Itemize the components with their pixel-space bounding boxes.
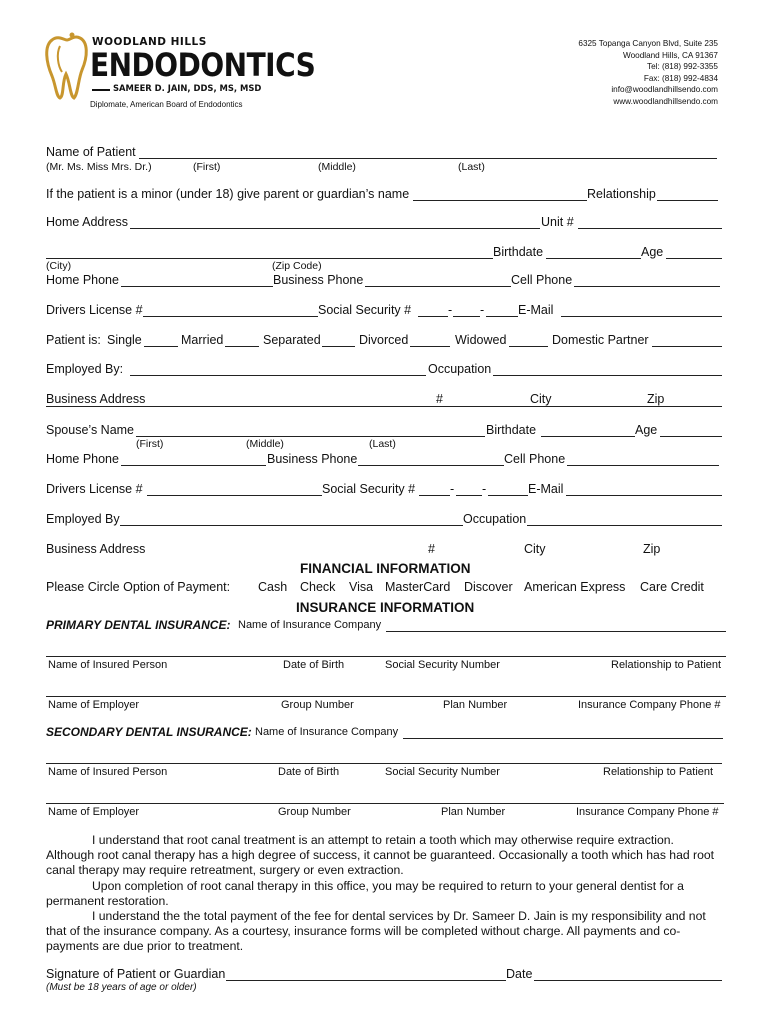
- secondary-insured-row-field[interactable]: [46, 763, 722, 764]
- primary-insured-label: Name of Insured Person: [48, 659, 168, 671]
- spouse-age-field[interactable]: [660, 436, 722, 437]
- primary-relationship-label: Relationship to Patient: [611, 659, 722, 671]
- spouse-business-address-label: Business Address: [46, 542, 146, 556]
- primary-plan-label: Plan Number: [443, 699, 508, 711]
- payment-prompt: Please Circle Option of Payment:: [46, 580, 231, 594]
- date-label: Date: [506, 967, 533, 981]
- spouse-name-field[interactable]: [136, 436, 485, 437]
- brand-top: WOODLAND HILLS: [92, 36, 207, 48]
- practice-address: [578, 38, 718, 108]
- status-widowed-field[interactable]: [509, 346, 548, 347]
- payment-cash[interactable]: Cash: [258, 580, 288, 594]
- status-married-field[interactable]: [225, 346, 259, 347]
- status-single[interactable]: Single: [107, 333, 142, 347]
- spouse-zip-label: Zip: [643, 542, 661, 556]
- unit-field[interactable]: [578, 228, 722, 229]
- ssn-part2[interactable]: [453, 316, 480, 317]
- secondary-employer-row-field[interactable]: [46, 803, 724, 804]
- ssn-part3[interactable]: [486, 316, 518, 317]
- email-line: info@woodlandhillsendo.com: [611, 85, 718, 95]
- address-line: 6325 Topanga Canyon Blvd, Suite 235: [578, 39, 718, 48]
- primary-group-label: Group Number: [281, 699, 354, 711]
- cell-phone-label: Cell Phone: [511, 273, 573, 287]
- doctor-rule: [92, 89, 110, 91]
- spouse-cell-phone-label: Cell Phone: [504, 452, 566, 466]
- employed-field[interactable]: [130, 375, 426, 376]
- signature-label: Signature of Patient or Guardian: [46, 967, 226, 981]
- primary-company-field[interactable]: [386, 631, 726, 632]
- spouse-employed-label: Employed By: [46, 512, 120, 526]
- spouse-age-label: Age: [635, 423, 658, 437]
- tooth-logo-icon: [42, 32, 92, 102]
- status-divorced-field[interactable]: [410, 346, 450, 347]
- spouse-ssn-part1[interactable]: [419, 495, 450, 496]
- suite-label: #: [436, 392, 443, 406]
- occupation-field[interactable]: [493, 375, 722, 376]
- birthdate-field[interactable]: [546, 258, 641, 259]
- secondary-ssn-label: Social Security Number: [385, 766, 500, 778]
- last-hint: (Last): [458, 161, 485, 173]
- spouse-city-label: City: [524, 542, 546, 556]
- spouse-license-label: Drivers License #: [46, 482, 143, 496]
- age-field[interactable]: [666, 258, 722, 259]
- primary-insurance-label: PRIMARY DENTAL INSURANCE:: [46, 618, 231, 632]
- phone-line: Tel: (818) 992-3355: [646, 62, 718, 72]
- employed-label: Employed By:: [46, 362, 124, 376]
- financial-heading: FINANCIAL INFORMATION: [300, 561, 471, 576]
- spouse-name-label: Spouse’s Name: [46, 423, 135, 437]
- status-separated[interactable]: Separated: [263, 333, 321, 347]
- primary-phone-label: Insurance Company Phone #: [578, 699, 721, 711]
- spouse-email-field[interactable]: [566, 495, 722, 496]
- secondary-group-label: Group Number: [278, 806, 351, 818]
- age-label: Age: [641, 245, 664, 259]
- patient-name-label: Name of Patient: [46, 145, 136, 159]
- middle-hint: (Middle): [318, 161, 356, 173]
- spouse-occupation-label: Occupation: [463, 512, 527, 526]
- payment-amex[interactable]: American Express: [524, 580, 626, 594]
- business-address-label: Business Address: [46, 392, 146, 406]
- marital-label: Patient is:: [46, 333, 101, 347]
- relationship-label: Relationship: [587, 187, 656, 201]
- practice-logo: [40, 30, 316, 110]
- guardian-field[interactable]: [413, 200, 587, 201]
- website-line: www.woodlandhillsendo.com: [613, 96, 718, 106]
- unit-label: Unit #: [541, 215, 574, 229]
- birthdate-label: Birthdate: [493, 245, 544, 259]
- business-phone-field[interactable]: [365, 286, 511, 287]
- patient-name-field[interactable]: [139, 158, 717, 159]
- secondary-insured-label: Name of Insured Person: [48, 766, 168, 778]
- secondary-company-label: Name of Insurance Company: [255, 726, 399, 738]
- primary-insured-row-field[interactable]: [46, 656, 726, 657]
- spouse-business-phone-label: Business Phone: [267, 452, 358, 466]
- consent-paragraph-2: Upon completion of root canal therapy in this office, you may be required to return to your general dentist for a permanent restoration.: [46, 878, 684, 908]
- home-phone-field[interactable]: [121, 286, 273, 287]
- spouse-business-phone-field[interactable]: [358, 465, 504, 466]
- secondary-plan-label: Plan Number: [441, 806, 506, 818]
- spouse-license-field[interactable]: [147, 495, 322, 496]
- spouse-last-hint: (Last): [369, 438, 396, 450]
- status-single-field[interactable]: [144, 346, 178, 347]
- signature-field[interactable]: [226, 980, 506, 981]
- relationship-field[interactable]: [657, 200, 718, 201]
- zip-label: Zip: [647, 392, 665, 406]
- spouse-home-phone-label: Home Phone: [46, 452, 119, 466]
- spouse-employed-field[interactable]: [120, 525, 463, 526]
- ssn-label: Social Security #: [318, 303, 412, 317]
- payment-mastercard[interactable]: MasterCard: [385, 580, 451, 594]
- spouse-middle-hint: (Middle): [246, 438, 284, 450]
- business-address-field[interactable]: [46, 406, 722, 407]
- occupation-label: Occupation: [428, 362, 492, 376]
- license-label: Drivers License #: [46, 303, 143, 317]
- primary-company-label: Name of Insurance Company: [238, 619, 382, 631]
- spouse-cell-phone-field[interactable]: [567, 465, 719, 466]
- payment-discover[interactable]: Discover: [464, 580, 513, 594]
- spouse-birthdate-field[interactable]: [541, 436, 635, 437]
- doctor-name: SAMEER D. JAIN, DDS, MS, MSD: [113, 83, 262, 93]
- consent-paragraph-1: I understand that root canal treatment is an attempt to retain a tooth which may otherwise require extraction. Although root canal therapy has a high degree of success, it cannot be guaranteed. Occasionally a tooth which has had root canal therapy may require retreatment, surgery or even extraction.: [46, 833, 715, 878]
- primary-ssn-label: Social Security Number: [385, 659, 500, 671]
- address-line: Woodland Hills, CA 91367: [623, 50, 718, 60]
- spouse-email-label: E-Mail: [528, 482, 564, 496]
- insurance-heading: INSURANCE INFORMATION: [296, 600, 475, 615]
- home-address-label: Home Address: [46, 215, 128, 229]
- cell-phone-field[interactable]: [574, 286, 720, 287]
- first-hint: (First): [193, 161, 221, 173]
- spouse-ssn-part2[interactable]: [456, 495, 482, 496]
- zip-hint: (Zip Code): [272, 260, 322, 272]
- spouse-first-hint: (First): [136, 438, 164, 450]
- status-domestic-partner[interactable]: Domestic Partner: [552, 333, 649, 347]
- diplomate-line: Diplomate, American Board of Endodontics: [90, 100, 243, 109]
- age-requirement-note: (Must be 18 years of age or older): [46, 982, 197, 993]
- consent-paragraph-3: I understand the the total payment of the fee for dental services by Dr. Sameer D. Jain is my responsibility and not that of the insurance company. As a courtesy, insurance forms will be completed without charge. All payments and co-payments are due prior to treatment.: [46, 909, 706, 954]
- status-divorced[interactable]: Divorced: [359, 333, 409, 347]
- secondary-insurance-label: SECONDARY DENTAL INSURANCE:: [46, 725, 252, 739]
- status-married[interactable]: Married: [181, 333, 224, 347]
- email-field[interactable]: [561, 316, 722, 317]
- primary-employer-row-field[interactable]: [46, 696, 726, 697]
- secondary-relationship-label: Relationship to Patient: [603, 766, 714, 778]
- title-hint: (Mr. Ms. Miss Mrs. Dr.): [46, 161, 152, 173]
- payment-care-credit[interactable]: Care Credit: [640, 580, 704, 594]
- secondary-company-field[interactable]: [403, 738, 723, 739]
- brand-main: ENDODONTICS: [90, 46, 316, 84]
- guardian-label: If the patient is a minor (under 18) give parent or guardian’s name: [46, 187, 410, 201]
- home-phone-label: Home Phone: [46, 273, 119, 287]
- primary-dob-label: Date of Birth: [283, 659, 345, 671]
- fax-line: Fax: (818) 992-4834: [643, 73, 718, 83]
- license-field[interactable]: [143, 316, 318, 317]
- business-phone-label: Business Phone: [273, 273, 364, 287]
- spouse-ssn-label: Social Security #: [322, 482, 416, 496]
- spouse-ssn-part3[interactable]: [488, 495, 528, 496]
- secondary-phone-label: Insurance Company Phone #: [576, 806, 719, 818]
- secondary-employer-label: Name of Employer: [48, 806, 140, 818]
- city-label: City: [530, 392, 552, 406]
- spouse-home-phone-field[interactable]: [121, 465, 266, 466]
- ssn-part1[interactable]: [418, 316, 448, 317]
- email-label: E-Mail: [518, 303, 554, 317]
- home-address-field[interactable]: [130, 228, 540, 229]
- date-field[interactable]: [534, 980, 722, 981]
- city-zip-field[interactable]: [46, 258, 493, 259]
- spouse-birthdate-label: Birthdate: [486, 423, 537, 437]
- primary-employer-label: Name of Employer: [48, 699, 140, 711]
- payment-visa[interactable]: Visa: [349, 580, 374, 594]
- secondary-dob-label: Date of Birth: [278, 766, 340, 778]
- status-separated-field[interactable]: [322, 346, 355, 347]
- spouse-occupation-field[interactable]: [527, 525, 722, 526]
- status-widowed[interactable]: Widowed: [455, 333, 507, 347]
- status-domestic-partner-field[interactable]: [652, 346, 722, 347]
- payment-check[interactable]: Check: [300, 580, 336, 594]
- consent-text: [46, 833, 722, 955]
- city-hint: (City): [46, 260, 72, 272]
- spouse-suite-label: #: [428, 542, 435, 556]
